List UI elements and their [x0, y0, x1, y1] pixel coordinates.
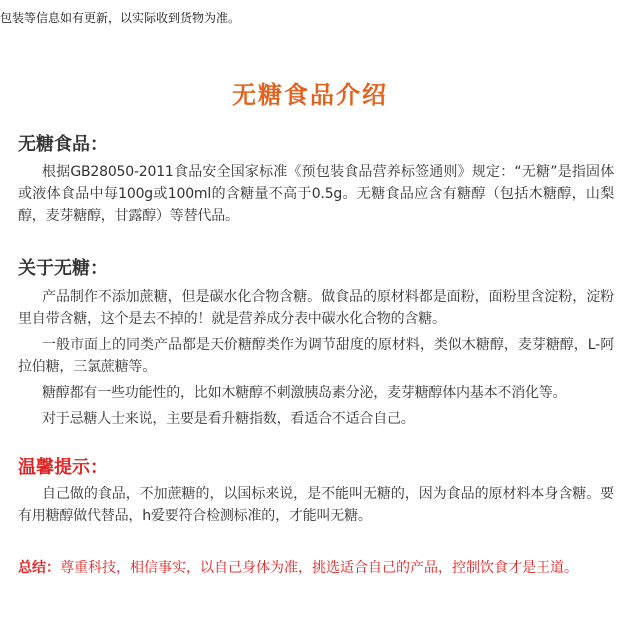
section-warm-tips: [18, 455, 614, 527]
section-heading: 关于无糖：: [18, 258, 108, 279]
section-paragraph: 一般市面上的同类产品都是天价糖醇类作为调节甜度的原材料，类似木糖醇，麦芽糖醇，L-阿拉伯糖，三氯蔗糖等。: [18, 337, 614, 375]
section-about-sugar-free: [18, 256, 614, 430]
section-heading: 无糖食品：: [18, 134, 108, 155]
section-heading: 温馨提示：: [18, 457, 108, 478]
summary-label: 总结：: [18, 560, 60, 576]
section-paragraph: 产品制作不添加蔗糖，但是碳水化合物含糖。做食品的原材料都是面粉，面粉里含淀粉，淀粉里自带含糖，这个是去不掉的！就是营养成分表中碳水化合物的含糖。: [18, 289, 614, 327]
section-paragraph: 对于忌糖人士来说，主要是看升糖指数，看适合不适合自己。: [42, 411, 415, 427]
section-paragraph: 糖醇都有一些功能性的，比如木糖醇不刺激胰岛素分泌，麦芽糖醇体内基本不消化等。: [42, 385, 567, 401]
section-sugar-free-food: [18, 132, 614, 227]
summary-line: [18, 557, 618, 579]
summary-text: 尊重科技，相信事实，以自己身体为准，挑选适合自己的产品，控制饮食才是王道。: [60, 560, 578, 576]
section-paragraph: 自己做的食品，不加蔗糖的，以国标来说，是不能叫无糖的，因为食品的原材料本身含糖。要有用糖醇做代替品，h爱要符合检测标准的，才能叫无糖。: [18, 486, 614, 524]
update-notice: 包装等信息如有更新，以实际收到货物为准。: [0, 11, 241, 25]
section-paragraph: 根据GB28050-2011食品安全国家标准《预包装食品营养标签通则》规定：“无糖”是指固体或液体食品中每100g或100ml的含糖量不高于0.5g。无糖食品应含有糖醇（包括木糖醇，山梨醇，麦芽糖醇，甘露醇）等替代品。: [18, 164, 614, 224]
page-title: 无糖食品介绍: [232, 81, 388, 109]
